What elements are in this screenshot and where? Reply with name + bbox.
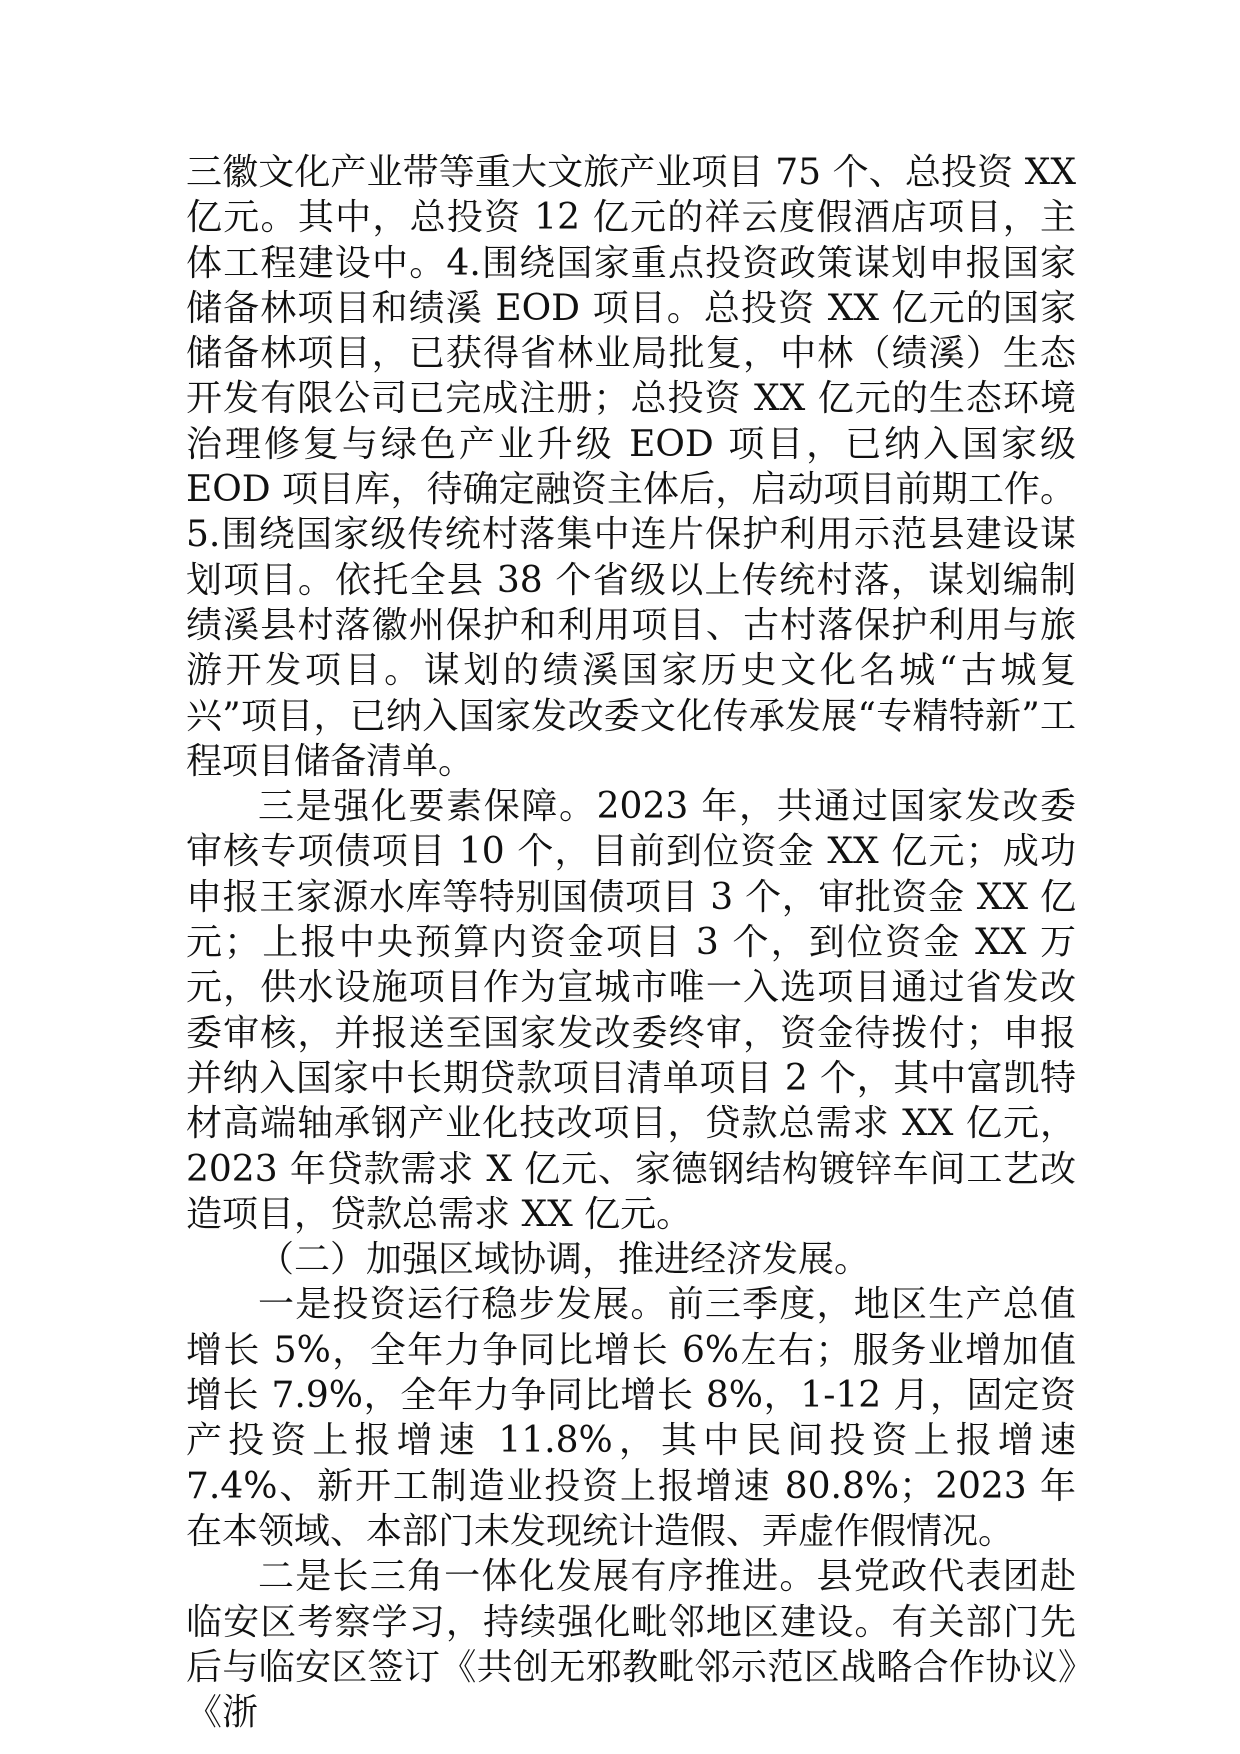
- document-body: [186, 150, 1076, 1735]
- paragraph-investment-operation: 一是投资运行稳步发展。前三季度，地区生产总值增长 5%，全年力争同比增长 6%左右；服务业增加值增长 7.9%，全年力争同比增长 8%，1-12 月，固定资产投资上报增速 11.8%，其中民间投资上报增速 7.4%、新开工制造业投资上报增速 80.8%；2023 年在本领域、本部门未发现统计造假、弄虚作假情况。: [186, 1284, 1076, 1552]
- paragraph-projects-continued: 三徽文化产业带等重大文旅产业项目 75 个、总投资 XX 亿元。其中，总投资 12 亿元的祥云度假酒店项目，主体工程建设中。4.围绕国家重点投资政策谋划申报国家储备林项目和绩溪 EOD 项目。总投资 XX 亿元的国家储备林项目，已获得省林业局批复，中林（绩溪）生态开发有限公司已完成注册；总投资 XX 亿元的生态环境治理修复与绿色产业升级 EOD 项目，已纳入国家级 EOD 项目库，待确定融资主体后，启动项目前期工作。5.围绕国家级传统村落集中连片保护利用示范县建设谋划项目。依托全县 38 个省级以上传统村落，谋划编制绩溪县村落徽州保护和利用项目、古村落保护利用与旅游开发项目。谋划的绩溪国家历史文化名城“古城复兴”项目，已纳入国家发改委文化传承发展“专精特新”工程项目储备清单。: [186, 152, 1076, 782]
- paragraph-factor-guarantee: 三是强化要素保障。2023 年，共通过国家发改委审核专项债项目 10 个，目前到位资金 XX 亿元；成功申报王家源水库等特别国债项目 3 个，审批资金 XX 亿元；上报中央预算内资金项目 3 个，到位资金 XX 万元，供水设施项目作为宣城市唯一入选项目通过省发改委审核，并报送至国家发改委终审，资金待拨付；申报并纳入国家中长期贷款项目清单项目 2 个，其中富凯特材高端轴承钢产业化技改项目，贷款总需求 XX 亿元，2023 年贷款需求 X 亿元、家德钢结构镀锌车间工艺改造项目，贷款总需求 XX 亿元。: [186, 786, 1076, 1235]
- section-heading-regional-coordination: （二）加强区域协调，推进经济发展。: [258, 1239, 871, 1281]
- paragraph-yangtze-delta-integration: 二是长三角一体化发展有序推进。县党政代表团赴临安区考察学习，持续强化毗邻地区建设。有关部门先后与临安区签订《共创无邪教毗邻示范区战略合作协议》《浙: [186, 1556, 1076, 1734]
